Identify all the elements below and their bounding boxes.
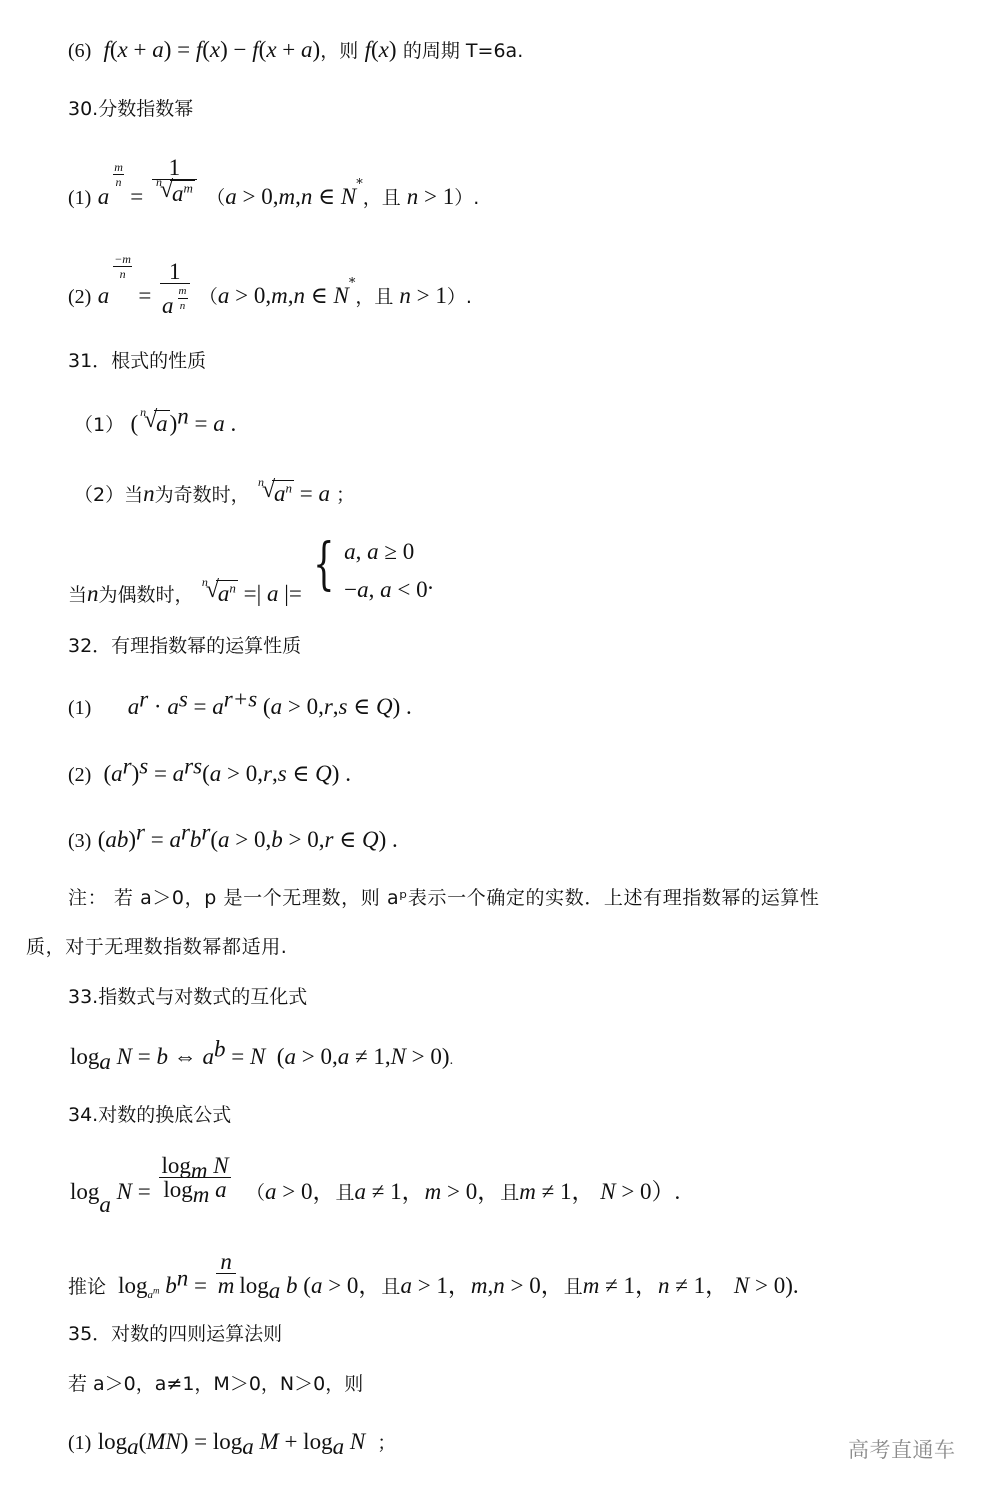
section-34-title: 34.对数的换底公式 — [68, 1104, 232, 1126]
section-33-formula: $\log_a N = b$ ⇔ $a^b = N$ (a > 0,a ≠ 1,N > 0). — [70, 1036, 454, 1074]
section-32-item-3: (3) $(ab)^r = a^rb^r(a > 0,b > 0,r$ ∈ Q) . — [68, 819, 398, 852]
section-35-title: 35．对数的四则运算法则 — [68, 1323, 283, 1345]
section-32-note-line-2: 质，对于无理数指数幂都适用. — [26, 936, 288, 958]
section-31-title: 31．根式的性质 — [68, 350, 207, 372]
section-30-item-2: (2) a $\frac{-m}{n}$ = 1 a $\frac{m}{n}$ （a > 0,m,n ∈ N*，且 n > 1）. — [68, 252, 472, 318]
item-29-6: (6) f(x + a) = f(x) − f(x + a)，则 f(x) 的周期 T=6a. — [68, 37, 524, 62]
section-30-title: 30.分数指数幂 — [68, 98, 194, 120]
section-30-item-1: (1) a $\frac{m}{n}$ = 1 n √ $a^m$ （a > 0,m,n ∈ N*，且 n > 1）. — [68, 155, 480, 209]
section-31-item-2: （2）当n为奇数时， n √ $a^n = a$ ； — [74, 475, 356, 506]
watermark: 高考直通车 — [848, 1438, 956, 1462]
section-34-corollary: 推论 $\log_{a^m} b^n$ = $\frac{n}{m}$ $\log_a b$ (a > 0，且a > 1，m,n > 0，且m ≠ 1，n ≠ 1， N > 0). — [68, 1249, 799, 1303]
conclusion-text: 的周期 T=6a. — [402, 40, 524, 62]
section-31-item-3: 当n为偶数时， n √ $a^n$ =| a |= { a, a ≥ 0 −a, a < 0 . — [68, 532, 434, 606]
section-32-title: 32．有理指数幂的运算性质 — [68, 635, 302, 657]
section-34-formula: $\log_a N$ = $\frac{\log_m N}{\log_m a}$ （a > 0，且a ≠ 1，m > 0，且m ≠ 1， N > 0）. — [70, 1153, 681, 1217]
section-32-item-2: (2) $(a^r)^s = a^{rs}(a > 0,r,s$ ∈ Q) . — [68, 753, 351, 786]
formula: f — [97, 37, 110, 62]
section-32-note-line-1: 注： 若 a＞0，p 是一个无理数，则 aᵖ表示一个确定的实数．上述有理指数幂的运算性 — [68, 887, 820, 909]
piecewise-brace: { — [313, 532, 335, 597]
section-32-item-1: (1) $a^r \cdot a^s = a^{r+s}$ (a > 0,r,s ∈ Q) . — [68, 686, 412, 719]
section-31-item-1: （1） ( n √ a)$^n$ = a . — [74, 403, 237, 436]
then-text: ，则 — [320, 40, 359, 62]
item-label: (6) — [68, 40, 92, 62]
section-35-item-1: (1) $\log_a(MN) = \log_a M + \log_a N$ ； — [68, 1429, 397, 1459]
section-33-title: 33.指数式与对数式的互化式 — [68, 986, 308, 1008]
section-35-premise: 若 a＞0，a≠1，M＞0，N＞0，则 — [68, 1373, 364, 1395]
